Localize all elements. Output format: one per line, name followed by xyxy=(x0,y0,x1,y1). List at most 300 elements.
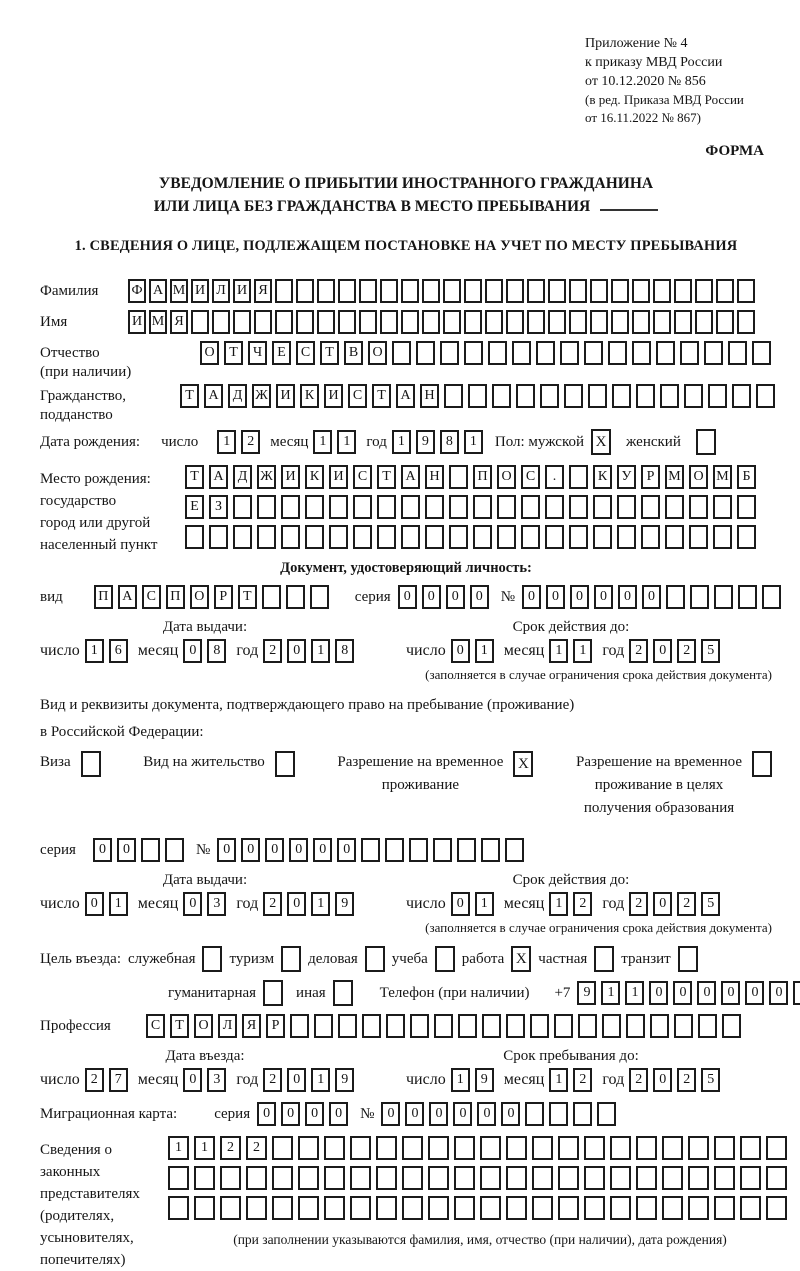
char-cell[interactable] xyxy=(457,838,476,862)
char-cell[interactable] xyxy=(380,279,398,303)
char-cell[interactable] xyxy=(350,1196,371,1220)
char-cell[interactable] xyxy=(338,310,356,334)
char-cell[interactable] xyxy=(714,1136,735,1160)
char-cell[interactable]: Т xyxy=(238,585,257,609)
purpose-official-checkbox[interactable] xyxy=(202,946,222,972)
char-cell[interactable]: 0 xyxy=(501,1102,520,1126)
char-cell[interactable] xyxy=(766,1136,787,1160)
char-cell[interactable] xyxy=(275,279,293,303)
char-cell[interactable] xyxy=(530,1014,549,1038)
char-cell[interactable]: П xyxy=(94,585,113,609)
char-cell[interactable]: Н xyxy=(420,384,439,408)
char-cell[interactable]: В xyxy=(344,341,363,365)
char-cell[interactable] xyxy=(257,525,276,549)
char-cell[interactable] xyxy=(298,1136,319,1160)
char-cell[interactable]: С xyxy=(521,465,540,489)
char-cell[interactable] xyxy=(688,1166,709,1190)
char-cell[interactable]: 5 xyxy=(701,639,720,663)
char-cell[interactable] xyxy=(766,1166,787,1190)
char-cell[interactable]: 0 xyxy=(429,1102,448,1126)
char-cell[interactable] xyxy=(324,1166,345,1190)
char-cell[interactable]: 0 xyxy=(745,981,764,1005)
char-cell[interactable]: 0 xyxy=(183,1068,202,1092)
char-cell[interactable]: 0 xyxy=(265,838,284,862)
char-cell[interactable] xyxy=(584,1196,605,1220)
char-cell[interactable] xyxy=(506,1014,525,1038)
char-cell[interactable]: О xyxy=(200,341,219,365)
char-cell[interactable] xyxy=(665,495,684,519)
char-cell[interactable] xyxy=(653,310,671,334)
char-cell[interactable] xyxy=(704,341,723,365)
char-cell[interactable] xyxy=(272,1136,293,1160)
char-cell[interactable] xyxy=(168,1196,189,1220)
char-cell[interactable] xyxy=(512,341,531,365)
char-cell[interactable] xyxy=(666,585,685,609)
char-cell[interactable] xyxy=(402,1166,423,1190)
char-cell[interactable] xyxy=(275,310,293,334)
char-cell[interactable]: 0 xyxy=(653,1068,672,1092)
char-cell[interactable] xyxy=(695,310,713,334)
char-cell[interactable]: Л xyxy=(212,279,230,303)
char-cell[interactable]: Т xyxy=(320,341,339,365)
char-cell[interactable]: Т xyxy=(180,384,199,408)
char-cell[interactable] xyxy=(324,1196,345,1220)
char-cell[interactable]: Т xyxy=(224,341,243,365)
char-cell[interactable]: 1 xyxy=(85,639,104,663)
char-cell[interactable] xyxy=(713,495,732,519)
char-cell[interactable] xyxy=(714,585,733,609)
char-cell[interactable] xyxy=(656,341,675,365)
char-cell[interactable]: Я xyxy=(170,310,188,334)
char-cell[interactable] xyxy=(233,495,252,519)
char-cell[interactable] xyxy=(212,310,230,334)
char-cell[interactable] xyxy=(350,1166,371,1190)
char-cell[interactable] xyxy=(361,838,380,862)
char-cell[interactable]: Р xyxy=(214,585,233,609)
char-cell[interactable] xyxy=(488,341,507,365)
char-cell[interactable] xyxy=(560,341,579,365)
char-cell[interactable] xyxy=(521,495,540,519)
residence-permit-checkbox[interactable] xyxy=(275,751,295,777)
char-cell[interactable] xyxy=(569,279,587,303)
char-cell[interactable] xyxy=(660,384,679,408)
char-cell[interactable] xyxy=(611,310,629,334)
char-cell[interactable] xyxy=(317,310,335,334)
char-cell[interactable]: 2 xyxy=(677,639,696,663)
char-cell[interactable] xyxy=(298,1166,319,1190)
char-cell[interactable] xyxy=(168,1166,189,1190)
char-cell[interactable] xyxy=(525,1102,544,1126)
char-cell[interactable] xyxy=(485,279,503,303)
char-cell[interactable]: Д xyxy=(233,465,252,489)
char-cell[interactable]: 2 xyxy=(629,639,648,663)
char-cell[interactable] xyxy=(480,1196,501,1220)
char-cell[interactable] xyxy=(521,525,540,549)
char-cell[interactable]: 0 xyxy=(451,892,470,916)
char-cell[interactable] xyxy=(632,341,651,365)
char-cell[interactable]: 8 xyxy=(440,430,459,454)
char-cell[interactable]: 2 xyxy=(573,892,592,916)
char-cell[interactable]: 1 xyxy=(217,430,236,454)
char-cell[interactable] xyxy=(632,310,650,334)
sex-female-checkbox[interactable] xyxy=(696,429,716,455)
char-cell[interactable]: 0 xyxy=(477,1102,496,1126)
char-cell[interactable] xyxy=(506,310,524,334)
char-cell[interactable] xyxy=(611,279,629,303)
char-cell[interactable] xyxy=(443,279,461,303)
temp-residence-permit-checkbox[interactable]: X xyxy=(513,751,533,777)
char-cell[interactable] xyxy=(593,495,612,519)
char-cell[interactable]: З xyxy=(209,495,228,519)
char-cell[interactable]: И xyxy=(329,465,348,489)
char-cell[interactable] xyxy=(480,1166,501,1190)
char-cell[interactable] xyxy=(737,525,756,549)
char-cell[interactable] xyxy=(698,1014,717,1038)
char-cell[interactable]: 2 xyxy=(263,1068,282,1092)
char-cell[interactable]: Т xyxy=(170,1014,189,1038)
char-cell[interactable] xyxy=(641,525,660,549)
char-cell[interactable] xyxy=(756,384,775,408)
char-cell[interactable]: П xyxy=(473,465,492,489)
char-cell[interactable]: Д xyxy=(228,384,247,408)
char-cell[interactable] xyxy=(752,341,771,365)
char-cell[interactable]: 2 xyxy=(220,1136,241,1160)
char-cell[interactable] xyxy=(165,838,184,862)
char-cell[interactable]: О xyxy=(689,465,708,489)
char-cell[interactable] xyxy=(310,585,329,609)
char-cell[interactable] xyxy=(362,1014,381,1038)
char-cell[interactable] xyxy=(468,384,487,408)
char-cell[interactable] xyxy=(610,1196,631,1220)
char-cell[interactable]: 1 xyxy=(475,892,494,916)
char-cell[interactable] xyxy=(305,525,324,549)
char-cell[interactable]: 0 xyxy=(281,1102,300,1126)
char-cell[interactable]: О xyxy=(194,1014,213,1038)
char-cell[interactable] xyxy=(444,384,463,408)
char-cell[interactable]: И xyxy=(233,279,251,303)
char-cell[interactable] xyxy=(298,1196,319,1220)
char-cell[interactable] xyxy=(737,495,756,519)
char-cell[interactable]: 0 xyxy=(618,585,637,609)
char-cell[interactable] xyxy=(233,310,251,334)
char-cell[interactable] xyxy=(194,1196,215,1220)
char-cell[interactable] xyxy=(401,495,420,519)
char-cell[interactable] xyxy=(296,310,314,334)
char-cell[interactable] xyxy=(516,384,535,408)
char-cell[interactable]: 2 xyxy=(246,1136,267,1160)
char-cell[interactable]: 2 xyxy=(263,892,282,916)
char-cell[interactable]: А xyxy=(396,384,415,408)
char-cell[interactable] xyxy=(449,465,468,489)
char-cell[interactable] xyxy=(716,310,734,334)
char-cell[interactable] xyxy=(350,1136,371,1160)
char-cell[interactable]: 8 xyxy=(335,639,354,663)
char-cell[interactable] xyxy=(422,310,440,334)
char-cell[interactable] xyxy=(674,279,692,303)
char-cell[interactable] xyxy=(558,1136,579,1160)
char-cell[interactable]: 0 xyxy=(287,892,306,916)
char-cell[interactable]: 0 xyxy=(337,838,356,862)
char-cell[interactable]: Е xyxy=(185,495,204,519)
char-cell[interactable] xyxy=(762,585,781,609)
char-cell[interactable] xyxy=(527,279,545,303)
char-cell[interactable] xyxy=(141,838,160,862)
char-cell[interactable] xyxy=(636,1136,657,1160)
char-cell[interactable] xyxy=(737,279,755,303)
char-cell[interactable] xyxy=(401,279,419,303)
char-cell[interactable] xyxy=(689,495,708,519)
char-cell[interactable] xyxy=(254,310,272,334)
char-cell[interactable] xyxy=(548,310,566,334)
char-cell[interactable]: 1 xyxy=(625,981,644,1005)
char-cell[interactable]: 0 xyxy=(405,1102,424,1126)
char-cell[interactable]: 3 xyxy=(207,892,226,916)
char-cell[interactable]: 0 xyxy=(446,585,465,609)
char-cell[interactable]: 1 xyxy=(313,430,332,454)
char-cell[interactable]: И xyxy=(324,384,343,408)
char-cell[interactable] xyxy=(449,525,468,549)
char-cell[interactable] xyxy=(434,1014,453,1038)
char-cell[interactable]: 0 xyxy=(183,639,202,663)
char-cell[interactable] xyxy=(617,495,636,519)
char-cell[interactable]: 1 xyxy=(451,1068,470,1092)
char-cell[interactable]: Ж xyxy=(257,465,276,489)
char-cell[interactable]: 9 xyxy=(416,430,435,454)
char-cell[interactable] xyxy=(740,1166,761,1190)
char-cell[interactable] xyxy=(220,1166,241,1190)
char-cell[interactable] xyxy=(428,1166,449,1190)
char-cell[interactable]: Я xyxy=(254,279,272,303)
char-cell[interactable] xyxy=(401,525,420,549)
char-cell[interactable] xyxy=(584,1136,605,1160)
char-cell[interactable] xyxy=(425,495,444,519)
char-cell[interactable] xyxy=(281,525,300,549)
char-cell[interactable]: Р xyxy=(641,465,660,489)
char-cell[interactable] xyxy=(728,341,747,365)
char-cell[interactable]: М xyxy=(170,279,188,303)
char-cell[interactable]: Е xyxy=(272,341,291,365)
char-cell[interactable] xyxy=(714,1196,735,1220)
char-cell[interactable]: А xyxy=(209,465,228,489)
char-cell[interactable] xyxy=(506,279,524,303)
char-cell[interactable]: 0 xyxy=(117,838,136,862)
char-cell[interactable]: 0 xyxy=(769,981,788,1005)
char-cell[interactable] xyxy=(246,1166,267,1190)
char-cell[interactable]: 2 xyxy=(677,1068,696,1092)
char-cell[interactable] xyxy=(674,310,692,334)
char-cell[interactable]: . xyxy=(545,465,564,489)
char-cell[interactable] xyxy=(410,1014,429,1038)
char-cell[interactable] xyxy=(569,465,588,489)
char-cell[interactable] xyxy=(688,1196,709,1220)
char-cell[interactable]: Н xyxy=(425,465,444,489)
char-cell[interactable]: 0 xyxy=(93,838,112,862)
char-cell[interactable] xyxy=(650,1014,669,1038)
char-cell[interactable] xyxy=(558,1196,579,1220)
char-cell[interactable] xyxy=(578,1014,597,1038)
char-cell[interactable] xyxy=(590,310,608,334)
char-cell[interactable]: 0 xyxy=(653,892,672,916)
char-cell[interactable] xyxy=(401,310,419,334)
char-cell[interactable]: 9 xyxy=(335,1068,354,1092)
char-cell[interactable] xyxy=(608,341,627,365)
char-cell[interactable]: 0 xyxy=(594,585,613,609)
char-cell[interactable]: Ж xyxy=(252,384,271,408)
char-cell[interactable]: 1 xyxy=(109,892,128,916)
char-cell[interactable] xyxy=(317,279,335,303)
char-cell[interactable]: 0 xyxy=(287,639,306,663)
char-cell[interactable] xyxy=(584,341,603,365)
char-cell[interactable]: 1 xyxy=(549,639,568,663)
char-cell[interactable]: 6 xyxy=(109,639,128,663)
char-cell[interactable] xyxy=(422,279,440,303)
char-cell[interactable] xyxy=(532,1136,553,1160)
char-cell[interactable] xyxy=(738,585,757,609)
char-cell[interactable] xyxy=(454,1196,475,1220)
char-cell[interactable] xyxy=(464,279,482,303)
char-cell[interactable]: 0 xyxy=(398,585,417,609)
char-cell[interactable] xyxy=(690,585,709,609)
char-cell[interactable] xyxy=(540,384,559,408)
char-cell[interactable] xyxy=(584,1166,605,1190)
char-cell[interactable] xyxy=(532,1196,553,1220)
visa-checkbox[interactable] xyxy=(81,751,101,777)
char-cell[interactable]: 1 xyxy=(573,639,592,663)
char-cell[interactable] xyxy=(554,1014,573,1038)
char-cell[interactable] xyxy=(209,525,228,549)
char-cell[interactable]: Р xyxy=(266,1014,285,1038)
char-cell[interactable] xyxy=(246,1196,267,1220)
char-cell[interactable]: 1 xyxy=(337,430,356,454)
purpose-work-checkbox[interactable]: X xyxy=(511,946,531,972)
char-cell[interactable] xyxy=(588,384,607,408)
char-cell[interactable]: 9 xyxy=(475,1068,494,1092)
char-cell[interactable] xyxy=(272,1196,293,1220)
char-cell[interactable] xyxy=(329,495,348,519)
char-cell[interactable]: 9 xyxy=(335,892,354,916)
char-cell[interactable] xyxy=(402,1136,423,1160)
char-cell[interactable] xyxy=(377,495,396,519)
char-cell[interactable] xyxy=(506,1196,527,1220)
char-cell[interactable]: 0 xyxy=(422,585,441,609)
char-cell[interactable]: 3 xyxy=(207,1068,226,1092)
char-cell[interactable]: С xyxy=(146,1014,165,1038)
char-cell[interactable]: 7 xyxy=(109,1068,128,1092)
char-cell[interactable]: А xyxy=(401,465,420,489)
char-cell[interactable]: У xyxy=(617,465,636,489)
char-cell[interactable]: 1 xyxy=(601,981,620,1005)
char-cell[interactable]: 1 xyxy=(168,1136,189,1160)
char-cell[interactable]: 1 xyxy=(549,892,568,916)
char-cell[interactable] xyxy=(641,495,660,519)
char-cell[interactable]: Я xyxy=(242,1014,261,1038)
purpose-tourism-checkbox[interactable] xyxy=(281,946,301,972)
char-cell[interactable]: 0 xyxy=(653,639,672,663)
char-cell[interactable] xyxy=(296,279,314,303)
char-cell[interactable] xyxy=(359,310,377,334)
char-cell[interactable] xyxy=(338,1014,357,1038)
char-cell[interactable] xyxy=(590,279,608,303)
char-cell[interactable] xyxy=(191,310,209,334)
char-cell[interactable]: 2 xyxy=(629,892,648,916)
char-cell[interactable] xyxy=(377,525,396,549)
char-cell[interactable] xyxy=(329,525,348,549)
char-cell[interactable] xyxy=(449,495,468,519)
char-cell[interactable] xyxy=(674,1014,693,1038)
char-cell[interactable]: 1 xyxy=(392,430,411,454)
char-cell[interactable] xyxy=(428,1136,449,1160)
char-cell[interactable] xyxy=(695,279,713,303)
char-cell[interactable]: 0 xyxy=(697,981,716,1005)
char-cell[interactable]: 0 xyxy=(642,585,661,609)
char-cell[interactable] xyxy=(440,341,459,365)
char-cell[interactable] xyxy=(314,1014,333,1038)
char-cell[interactable] xyxy=(425,525,444,549)
char-cell[interactable] xyxy=(305,495,324,519)
char-cell[interactable] xyxy=(402,1196,423,1220)
char-cell[interactable]: 0 xyxy=(522,585,541,609)
char-cell[interactable] xyxy=(480,1136,501,1160)
char-cell[interactable] xyxy=(359,279,377,303)
char-cell[interactable] xyxy=(569,525,588,549)
char-cell[interactable] xyxy=(428,1196,449,1220)
char-cell[interactable] xyxy=(454,1136,475,1160)
char-cell[interactable] xyxy=(220,1196,241,1220)
char-cell[interactable]: 1 xyxy=(311,1068,330,1092)
char-cell[interactable] xyxy=(610,1166,631,1190)
char-cell[interactable] xyxy=(636,1166,657,1190)
char-cell[interactable] xyxy=(376,1136,397,1160)
char-cell[interactable]: 0 xyxy=(287,1068,306,1092)
char-cell[interactable] xyxy=(636,384,655,408)
char-cell[interactable]: 0 xyxy=(313,838,332,862)
char-cell[interactable] xyxy=(732,384,751,408)
char-cell[interactable] xyxy=(636,1196,657,1220)
char-cell[interactable]: П xyxy=(166,585,185,609)
char-cell[interactable] xyxy=(497,495,516,519)
char-cell[interactable]: 1 xyxy=(311,892,330,916)
char-cell[interactable] xyxy=(662,1196,683,1220)
char-cell[interactable]: И xyxy=(128,310,146,334)
char-cell[interactable]: Л xyxy=(218,1014,237,1038)
char-cell[interactable] xyxy=(597,1102,616,1126)
char-cell[interactable] xyxy=(443,310,461,334)
char-cell[interactable]: 0 xyxy=(470,585,489,609)
char-cell[interactable] xyxy=(506,1166,527,1190)
char-cell[interactable] xyxy=(740,1196,761,1220)
char-cell[interactable] xyxy=(505,838,524,862)
char-cell[interactable] xyxy=(549,1102,568,1126)
char-cell[interactable]: И xyxy=(281,465,300,489)
char-cell[interactable]: 0 xyxy=(329,1102,348,1126)
char-cell[interactable]: 0 xyxy=(381,1102,400,1126)
char-cell[interactable]: 0 xyxy=(305,1102,324,1126)
char-cell[interactable]: Б xyxy=(737,465,756,489)
char-cell[interactable] xyxy=(257,495,276,519)
char-cell[interactable]: 0 xyxy=(546,585,565,609)
char-cell[interactable] xyxy=(665,525,684,549)
char-cell[interactable] xyxy=(262,585,281,609)
char-cell[interactable]: 2 xyxy=(263,639,282,663)
char-cell[interactable] xyxy=(662,1136,683,1160)
char-cell[interactable] xyxy=(573,1102,592,1126)
char-cell[interactable] xyxy=(680,341,699,365)
char-cell[interactable] xyxy=(485,310,503,334)
purpose-business-checkbox[interactable] xyxy=(365,946,385,972)
char-cell[interactable] xyxy=(740,1136,761,1160)
char-cell[interactable] xyxy=(233,525,252,549)
char-cell[interactable] xyxy=(662,1166,683,1190)
